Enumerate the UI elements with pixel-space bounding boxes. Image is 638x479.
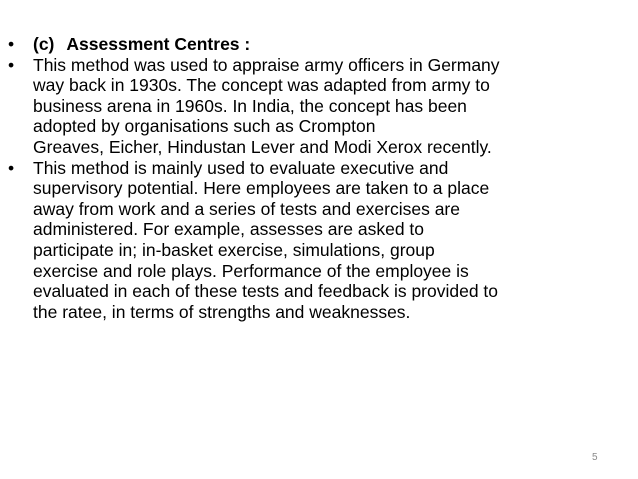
heading-text: Assessment Centres : bbox=[66, 34, 251, 54]
heading-tag: (c) bbox=[33, 34, 55, 54]
paragraph-line: This method was used to appraise army officers in Germany bbox=[33, 54, 500, 75]
paragraph-line: Greaves, Eicher, Hindustan Lever and Modi Xerox recently. bbox=[33, 136, 492, 157]
paragraph-line: the ratee, in terms of strengths and weaknesses. bbox=[33, 301, 411, 322]
paragraph-line: administered. For example, assesses are asked to bbox=[33, 219, 425, 240]
paragraph-bullet-2 bbox=[8, 158, 608, 323]
paragraph-line: away from work and a series of tests and exercises are bbox=[33, 198, 460, 219]
paragraph-line: adopted by organisations such as Crompton bbox=[33, 116, 376, 137]
paragraph-line: participate in; in-basket exercise, simulations, group bbox=[33, 239, 435, 260]
page-number: 5 bbox=[592, 452, 598, 463]
bullet-dot: • bbox=[8, 54, 15, 75]
bullet-dot: • bbox=[8, 157, 15, 178]
heading-bullet bbox=[8, 34, 608, 55]
paragraph-line: This method is mainly used to evaluate executive and bbox=[33, 157, 449, 178]
paragraph-line: supervisory potential. Here employees are taken to a place bbox=[33, 178, 490, 199]
paragraph-line: business arena in 1960s. In India, the concept has been bbox=[33, 95, 467, 116]
paragraph-bullet-1 bbox=[8, 55, 608, 158]
bullet-list bbox=[8, 34, 608, 322]
paragraph-line: way back in 1930s. The concept was adapted from army to bbox=[33, 75, 490, 96]
slide-heading bbox=[33, 34, 608, 55]
bullet-dot: • bbox=[8, 34, 15, 54]
paragraph-line: exercise and role plays. Performance of the employee is bbox=[33, 260, 469, 281]
paragraph-line: evaluated in each of these tests and feedback is provided to bbox=[33, 281, 499, 302]
